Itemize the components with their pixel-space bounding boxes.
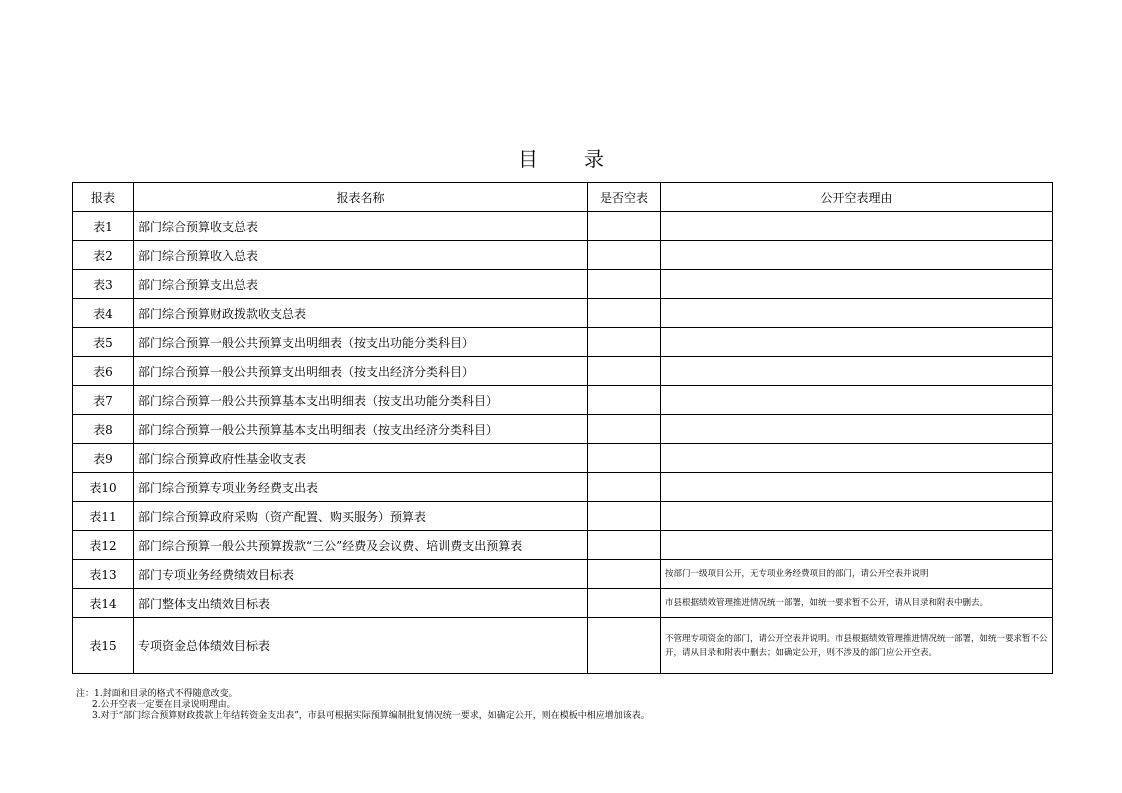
row-reason [661,357,1053,386]
row-empty [588,357,661,386]
row-empty [588,415,661,444]
header-empty: 是否空表 [588,183,661,212]
page-title [0,143,1122,172]
table-row [73,241,1053,270]
row-name: 部门综合预算收入总表 [134,241,588,270]
row-empty [588,212,661,241]
row-name: 部门综合预算一般公共预算拨款“三公”经费及会议费、培训费支出预算表 [134,531,588,560]
header-row [73,183,1053,212]
row-empty [588,241,661,270]
row-name: 部门综合预算专项业务经费支出表 [134,473,588,502]
table-row [73,560,1053,589]
row-name: 部门综合预算一般公共预算支出明细表（按支出经济分类科目） [134,357,588,386]
row-no: 表8 [73,415,134,444]
row-no: 表12 [73,531,134,560]
row-reason [661,386,1053,415]
table-row [73,444,1053,473]
row-no: 表9 [73,444,134,473]
row-reason [661,502,1053,531]
note-3: 3.对于“部门综合预算财政拨款上年结转资金支出表”，市县可根据实际预算编制批复情况统一要求，如确定公开，则在模板中相应增加该表。 [92,711,650,721]
row-reason [661,531,1053,560]
row-no: 表15 [73,618,134,674]
row-empty [588,444,661,473]
title-char-1: 目 [518,147,538,171]
row-name: 部门综合预算收支总表 [134,212,588,241]
row-no: 表1 [73,212,134,241]
row-no: 表3 [73,270,134,299]
row-name: 部门综合预算一般公共预算基本支出明细表（按支出功能分类科目） [134,386,588,415]
row-no: 表10 [73,473,134,502]
header-reason: 公开空表理由 [661,183,1053,212]
header-name: 报表名称 [134,183,588,212]
row-no: 表14 [73,589,134,618]
row-no: 表7 [73,386,134,415]
row-reason: 不管理专项资金的部门，请公开空表并说明。市县根据绩效管理推进情况统一部署，如统一要求暂不公开，请从目录和附表中删去；如确定公开，则不涉及的部门应公开空表。 [661,618,1053,674]
table-row [73,299,1053,328]
row-reason [661,473,1053,502]
row-name: 部门综合预算政府采购（资产配置、购买服务）预算表 [134,502,588,531]
row-no: 表13 [73,560,134,589]
table-row [73,357,1053,386]
table-row [73,212,1053,241]
row-empty [588,560,661,589]
row-reason [661,270,1053,299]
row-name: 部门整体支出绩效目标表 [134,589,588,618]
row-reason [661,241,1053,270]
row-name: 部门综合预算政府性基金收支表 [134,444,588,473]
header-no: 报表 [73,183,134,212]
row-no: 表2 [73,241,134,270]
row-reason: 按部门一级项目公开，无专项业务经费项目的部门，请公开空表并说明 [661,560,1053,589]
row-name: 部门综合预算一般公共预算支出明细表（按支出功能分类科目） [134,328,588,357]
row-empty [588,589,661,618]
row-empty [588,386,661,415]
table-row [73,531,1053,560]
row-empty [588,531,661,560]
table-row [73,415,1053,444]
row-empty [588,299,661,328]
table-row [73,386,1053,415]
row-reason [661,415,1053,444]
row-name: 部门综合预算支出总表 [134,270,588,299]
row-no: 表6 [73,357,134,386]
row-name: 专项资金总体绩效目标表 [134,618,588,674]
row-no: 表4 [73,299,134,328]
table-row [73,328,1053,357]
row-reason [661,444,1053,473]
table-row [73,618,1053,674]
row-name: 部门综合预算一般公共预算基本支出明细表（按支出经济分类科目） [134,415,588,444]
toc-table [72,182,1053,674]
table-row [73,270,1053,299]
table-row [73,589,1053,618]
row-name: 部门综合预算财政拨款收支总表 [134,299,588,328]
row-reason: 市县根据绩效管理推进情况统一部署，如统一要求暂不公开，请从目录和附表中删去。 [661,589,1053,618]
note-1: 注：1.封面和目录的格式不得随意改变。 [76,689,238,699]
row-reason [661,299,1053,328]
title-char-2: 录 [584,147,604,171]
row-empty [588,270,661,299]
row-empty [588,618,661,674]
row-reason [661,328,1053,357]
row-reason [661,212,1053,241]
table-row [73,473,1053,502]
row-no: 表11 [73,502,134,531]
table-row [73,502,1053,531]
note-2: 2.公开空表一定要在目录说明理由。 [92,700,236,710]
row-no: 表5 [73,328,134,357]
row-name: 部门专项业务经费绩效目标表 [134,560,588,589]
row-empty [588,502,661,531]
notes [76,689,650,722]
row-empty [588,328,661,357]
row-empty [588,473,661,502]
